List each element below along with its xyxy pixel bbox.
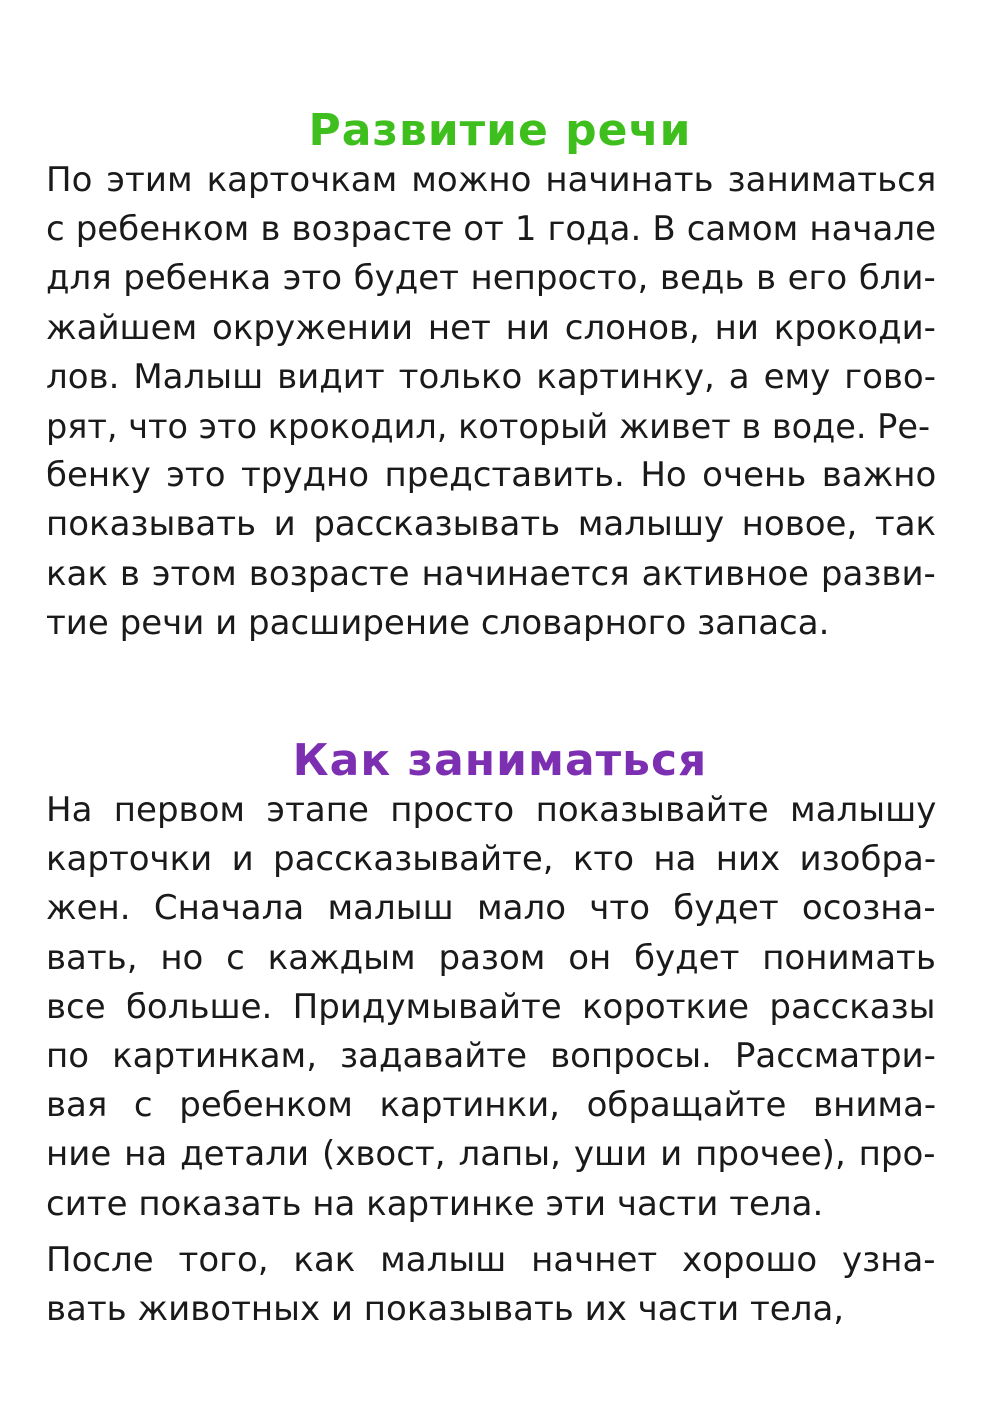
text-line: сите показать на картинке эти части тела. [46,1183,824,1224]
text-line: вать животных и показывать их части тела, [46,1289,845,1330]
text-line: жайшем окружении нет ни слонов, ни крокоди- [46,307,936,348]
text-line: рят, что это крокодил, который живет в воде. Ре- [46,406,931,446]
text-line: лов. Малыш видит только картинку, а ему гово- [46,356,936,397]
text-line: вать, но с каждым разом он будет понимать [46,937,936,978]
text-line: После того, как малыш начнет хорошо узна- [46,1240,936,1280]
text-line: карточки и рассказывайте, кто на них изобра- [46,839,937,880]
section-heading-speech-development: Развитие речи [308,105,692,157]
paragraph-speech-development [46,156,936,648]
text-line: показывать и рассказывать малышу новое, так [46,504,937,545]
text-line: тие речи и расширение словарного запаса. [46,602,830,643]
text-line: ние на детали (хвост, лапы, уши и прочее), про- [46,1134,936,1175]
text-line: все больше. Придумывайте короткие рассказы [46,986,936,1027]
text-line: вая с ребенком картинки, обращайте внима- [46,1085,937,1126]
text-line: бенку это трудно представить. Но очень важно [46,455,937,496]
section-heading-how-to-practice: Как заниматься [292,735,708,787]
text-line: На первом этапе просто показывайте малышу [46,790,937,830]
text-line: с ребенком в возрасте от 1 года. В самом начале [46,209,937,250]
paragraph-how-to-practice [46,786,936,1229]
text-line: жен. Сначала малыш мало что будет осозна- [46,888,936,929]
text-line: как в этом возрасте начинается активное разви- [46,553,936,594]
text-line: по картинкам, задавайте вопросы. Рассматри- [46,1035,936,1076]
text-line: По этим карточкам можно начинать заниматься [46,160,937,200]
text-line: для ребенка это будет непросто, ведь в его бли- [46,258,936,299]
paragraph-next-step [46,1236,936,1334]
